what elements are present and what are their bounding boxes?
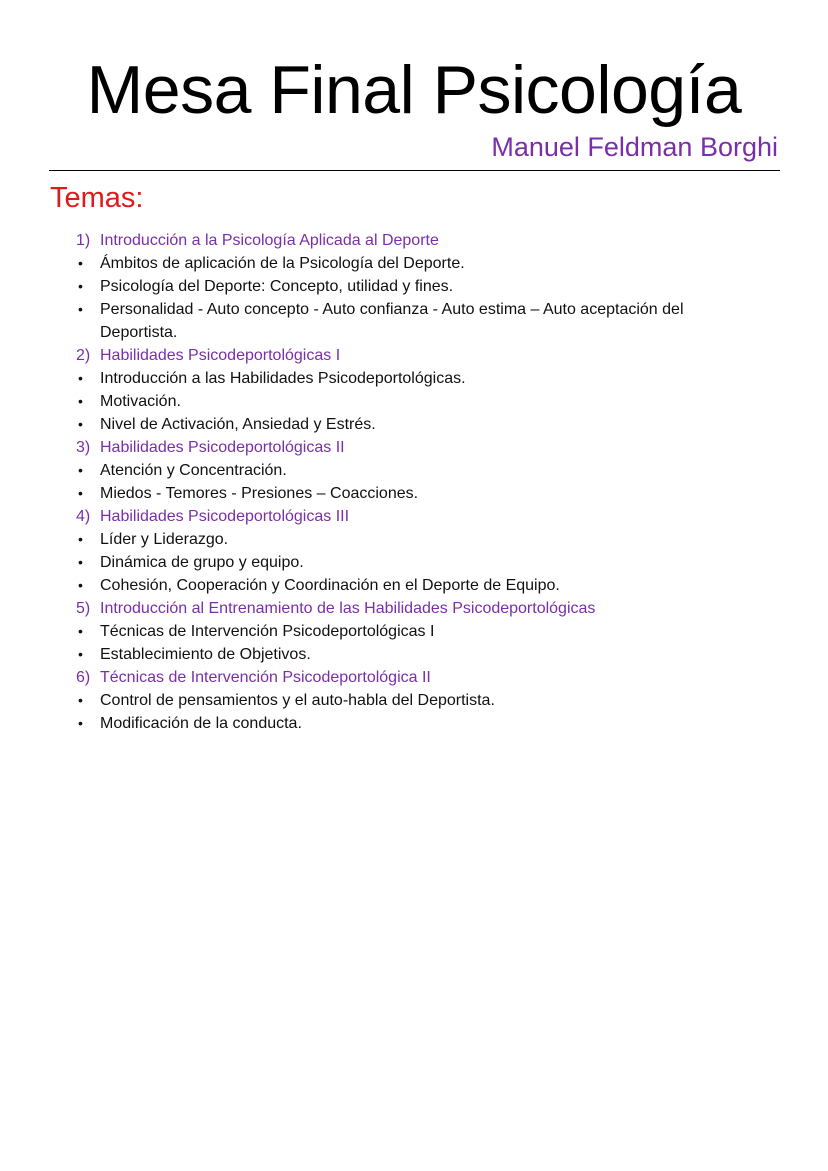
topics-list (0, 229, 828, 735)
list-item-text: Técnicas de Intervención Psicodeportológicas I (100, 623, 435, 640)
list-item-text: Introducción a las Habilidades Psicodeportológicas. (100, 370, 466, 387)
list-item (0, 712, 828, 735)
topic-number: 3) (76, 439, 91, 456)
topic-title: Habilidades Psicodeportológicas II (100, 439, 345, 456)
bullet-icon: • (78, 623, 83, 639)
bullet-icon: • (78, 393, 83, 409)
list-item (0, 482, 828, 505)
topic-heading (0, 344, 828, 367)
list-item (0, 275, 828, 298)
list-item-text: Atención y Concentración. (100, 462, 287, 479)
bullet-icon: • (78, 255, 83, 271)
topic-heading (0, 505, 828, 528)
list-item-text: Miedos - Temores - Presiones – Coacciones. (100, 485, 419, 502)
bullet-icon: • (78, 715, 83, 731)
list-item (0, 574, 828, 597)
topic-heading (0, 229, 828, 252)
author-name: Manuel Feldman Borghi (491, 132, 778, 162)
topic-number: 2) (76, 347, 91, 364)
topic-number: 1) (76, 232, 91, 249)
bullet-icon: • (78, 692, 83, 708)
list-item-text: Personalidad - Auto concepto - Auto confianza - Auto estima – Auto aceptación del Deportista. (100, 301, 684, 341)
topic-number: 4) (76, 508, 91, 525)
list-item (0, 459, 828, 482)
bullet-icon: • (78, 416, 83, 432)
list-item (0, 413, 828, 436)
list-item-text: Dinámica de grupo y equipo. (100, 554, 304, 571)
topic-heading (0, 597, 828, 620)
bullet-icon: • (78, 485, 83, 501)
bullet-icon: • (78, 531, 83, 547)
list-item (0, 298, 828, 344)
list-item-text: Psicología del Deporte: Concepto, utilidad y fines. (100, 278, 454, 295)
topic-number: 5) (76, 600, 91, 617)
list-item-text: Motivación. (100, 393, 181, 410)
list-item (0, 252, 828, 275)
list-item (0, 643, 828, 666)
topic-title: Técnicas de Intervención Psicodeportológica II (100, 669, 431, 686)
list-item-text: Líder y Liderazgo. (100, 531, 229, 548)
list-item (0, 528, 828, 551)
bullet-icon: • (78, 462, 83, 478)
list-item (0, 367, 828, 390)
bullet-icon: • (78, 301, 83, 317)
topic-number: 6) (76, 669, 91, 686)
bullet-icon: • (78, 278, 83, 294)
bullet-icon: • (78, 554, 83, 570)
page-title: Mesa Final Psicología (86, 52, 742, 128)
topic-heading (0, 436, 828, 459)
list-item (0, 390, 828, 413)
list-item (0, 620, 828, 643)
list-item-text: Nivel de Activación, Ansiedad y Estrés. (100, 416, 376, 433)
list-item-text: Cohesión, Cooperación y Coordinación en el Deporte de Equipo. (100, 577, 560, 594)
list-item-text: Establecimiento de Objetivos. (100, 646, 311, 663)
bullet-icon: • (78, 577, 83, 593)
topic-title: Habilidades Psicodeportológicas III (100, 508, 350, 525)
list-item (0, 551, 828, 574)
list-item-text: Modificación de la conducta. (100, 715, 302, 732)
header-divider (49, 170, 780, 171)
list-item-text: Ámbitos de aplicación de la Psicología del Deporte. (100, 255, 465, 272)
list-item-text: Control de pensamientos y el auto-habla del Deportista. (100, 692, 495, 709)
topic-heading (0, 666, 828, 689)
topic-title: Introducción al Entrenamiento de las Habilidades Psicodeportológicas (100, 600, 596, 617)
bullet-icon: • (78, 646, 83, 662)
section-heading: Temas: (50, 182, 144, 214)
bullet-icon: • (78, 370, 83, 386)
topic-title: Introducción a la Psicología Aplicada al Deporte (100, 232, 439, 249)
list-item (0, 689, 828, 712)
topic-title: Habilidades Psicodeportológicas I (100, 347, 341, 364)
